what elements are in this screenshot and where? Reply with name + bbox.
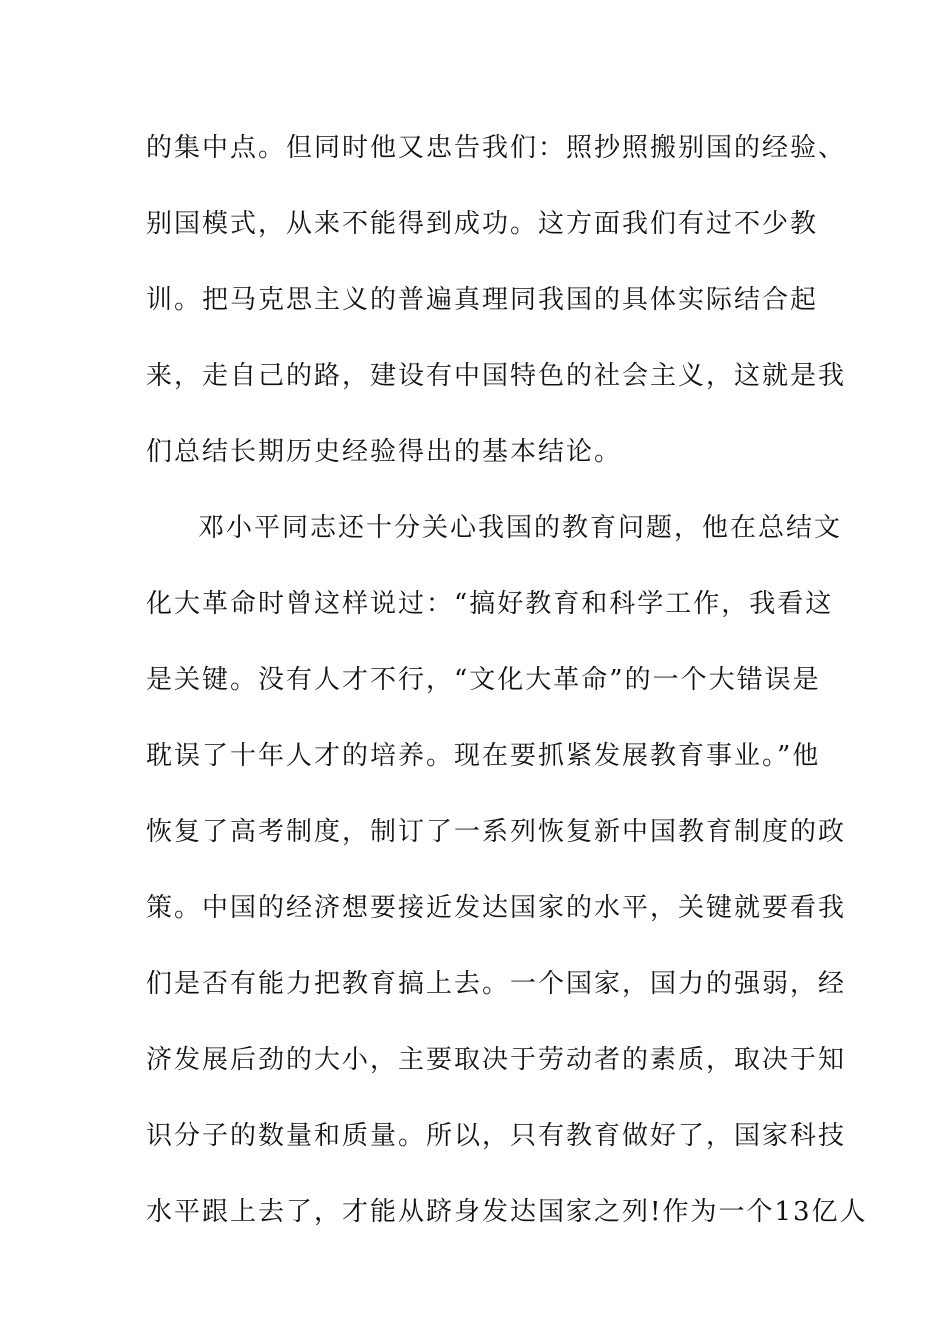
text-line: 别国模式，从来不能得到成功。这方面我们有过不少教: [146, 209, 819, 239]
text-line: 耽误了十年人才的培养。现在要抓紧发展教育事业。”他: [146, 741, 821, 771]
text-line: 是关键。没有人才不行，“文化大革命”的一个大错误是: [146, 665, 821, 695]
text-line: 策。中国的经济想要接近发达国家的水平，关键就要看我: [146, 893, 847, 923]
text-line: 济发展后劲的大小，主要取决于劳动者的素质，取决于知: [146, 1045, 847, 1075]
text-line: 识分子的数量和质量。所以，只有教育做好了，国家科技: [146, 1121, 847, 1151]
text-line: 来，走自己的路，建设有中国特色的社会主义，这就是我: [146, 361, 847, 391]
text-line: 恢复了高考制度，制订了一系列恢复新中国教育制度的政: [146, 817, 847, 847]
text-line: 们总结长期历史经验得出的基本结论。: [146, 437, 623, 467]
text-line: 们是否有能力把教育搞上去。一个国家，国力的强弱，经: [146, 969, 847, 999]
text-line: 水平跟上去了，才能从跻身发达国家之列!作为一个13亿人: [146, 1197, 868, 1227]
text-line: 的集中点。但同时他又忠告我们：照抄照搬别国的经验、: [146, 133, 847, 163]
text-line: 训。把马克思主义的普遍真理同我国的具体实际结合起: [146, 285, 819, 315]
paragraph-first-line: 邓小平同志还十分关心我国的教育问题，他在总结文: [198, 513, 843, 543]
text-line: 化大革命时曾这样说过：“搞好教育和科学工作，我看这: [146, 589, 834, 619]
